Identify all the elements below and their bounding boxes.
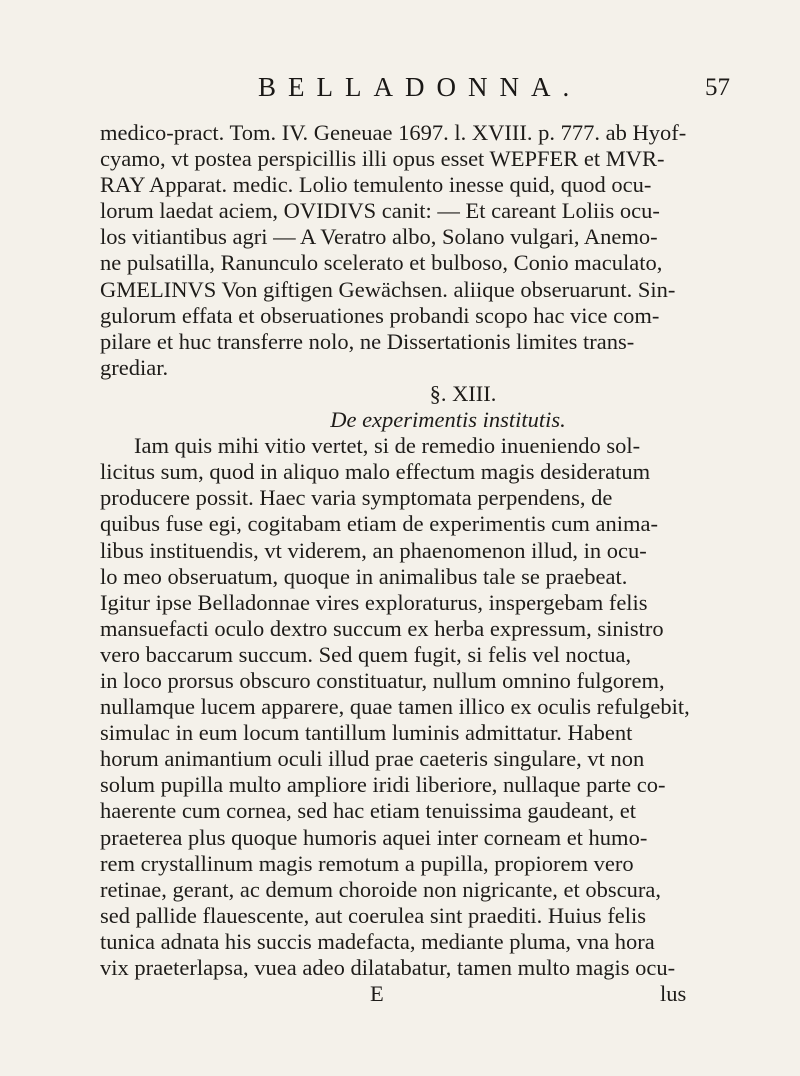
paragraph-line: haerente cum cornea, sed hac etiam tenuissima gaudeant, et (100, 798, 637, 824)
paragraph-line: mansuefacti oculo dextro succum ex herba expressum, sinistro (100, 615, 664, 641)
paragraph-line: vix praeterlapsa, vuea adeo dilatabatur, tamen multo magis ocu- (100, 955, 676, 980)
signature-mark: E (370, 981, 384, 1007)
paragraph-line: vero baccarum succum. Sed quem fugit, si felis vel noctua, (100, 641, 632, 667)
paragraph-line: Igitur ipse Belladonnae vires exploraturus, inspergebam felis (100, 589, 648, 615)
paragraph-line: sed pallide flauescente, aut coerulea sint praediti. Huius felis (100, 902, 647, 928)
page-header (0, 72, 800, 112)
running-title: BELLADONNA. (258, 72, 582, 102)
paragraph-line: rem crystallinum magis remotum a pupilla, propiorem vero (100, 850, 634, 876)
paragraph-line: tunica adnata his succis madefacta, mediante pluma, vna hora (100, 928, 655, 954)
paragraph-line: libus instituendis, vt viderem, an phaenomenon illud, in ocu- (100, 537, 647, 563)
text-line: cyamo, vt postea perspicillis illi opus esset WEPFER et MVR- (100, 146, 665, 172)
text-line: los vitiantibus agri — A Veratro albo, Solano vulgari, Anemo- (100, 224, 658, 250)
section-heading: De experimentis institutis. (330, 407, 566, 433)
paragraph-line: praeterea plus quoque humoris aquei inter corneam et humo- (100, 824, 648, 850)
paragraph-line: quibus fuse egi, cogitabam etiam de experimentis cum anima- (100, 511, 658, 537)
text-line: pilare et huc transferre nolo, ne Dissertationis limites trans- (100, 328, 635, 354)
text-line: GMELINVS Von giftigen Gewächsen. aliique obseruarunt. Sin- (100, 276, 676, 302)
paragraph-line: licitus sum, quod in aliquo malo effectum magis desideratum (100, 459, 651, 485)
body-text (100, 120, 756, 1007)
paragraph-line: nullamque lucem apparere, quae tamen illico ex oculis refulgebit, (100, 694, 690, 720)
catchword: lus (660, 981, 687, 1007)
page-number: 57 (705, 74, 730, 101)
text-line: grediar. (100, 354, 169, 380)
paragraph-line: solum pupilla multo ampliore iridi liberiore, nullaque parte co- (100, 772, 666, 798)
paragraph-line: Iam quis mihi vitio vertet, si de remedio inueniendo sol- (134, 433, 641, 459)
text-line: lorum laedat aciem, OVIDIVS canit: — Et careant Loliis ocu- (100, 198, 660, 224)
text-line: RAY Apparat. medic. Lolio temulento inesse quid, quod ocu- (100, 172, 652, 198)
page-footer (100, 981, 756, 1007)
paragraph-line: horum animantium oculi illud prae caeteris singulare, vt non (100, 746, 645, 772)
paragraph-line: lo meo obseruatum, quoque in animalibus tale se praebeat. (100, 563, 628, 589)
text-line: gulorum effata et obseruationes probandi scopo hac vice com- (100, 302, 660, 328)
paragraph-line: producere possit. Haec varia symptomata perpendens, de (100, 485, 613, 511)
paragraph-line: in loco prorsus obscuro constituatur, nullum omnino fulgorem, (100, 667, 665, 693)
section-number: §. XIII. (429, 380, 497, 406)
paragraph-line: retinae, gerant, ac demum choroide non nigricante, et obscura, (100, 876, 662, 902)
text-line: ne pulsatilla, Ranunculo scelerato et bulboso, Conio maculato, (100, 250, 663, 276)
text-line: medico-pract. Tom. IV. Geneuae 1697. l. XVIII. p. 777. ab Hyof- (100, 120, 687, 145)
paragraph-line: simulac in eum locum tantillum luminis admittatur. Habent (100, 720, 633, 746)
